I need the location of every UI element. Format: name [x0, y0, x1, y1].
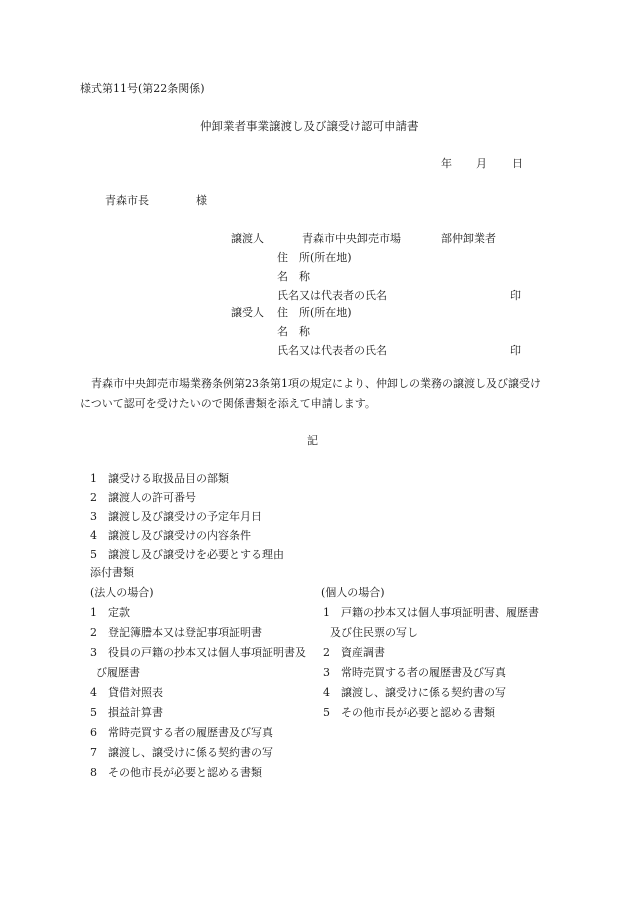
- corporate-line: 5 損益計算書: [90, 706, 163, 719]
- transferor-seal: 印: [510, 289, 521, 302]
- form-number: 様式第11号(第22条関係): [80, 82, 205, 95]
- transferee-rep-label: 氏名又は代表者の氏名: [277, 344, 387, 357]
- item-4: 4 譲渡し及び譲受けの内容条件: [90, 529, 251, 542]
- attachments-title: 添付書類: [90, 566, 134, 579]
- addressee-name: 青森市長: [105, 194, 149, 207]
- document-title: 仲卸業者事業譲渡し及び譲受け認可申請書: [200, 119, 419, 133]
- item-5: 5 譲渡し及び譲受けを必要とする理由: [90, 548, 284, 561]
- item-3: 3 譲渡し及び譲受けの予定年月日: [90, 510, 262, 523]
- transferee-label: 譲受人: [231, 306, 264, 319]
- transferee-name-label: 名 称: [277, 325, 310, 338]
- corporate-line: 7 譲渡し、譲受けに係る契約書の写: [90, 746, 273, 759]
- body-paragraph: 青森市中央卸売市場業務条例第23条第1項の規定により、仲卸しの業務の譲渡し及び譲受けについて認可を受けたいので関係書類を添えて申請します。: [80, 377, 541, 410]
- individual-line: 5 その他市長が必要と認める書類: [323, 706, 495, 719]
- corporate-line: 4 貸借対照表: [90, 686, 163, 699]
- transferee-seal: 印: [510, 344, 521, 357]
- individual-line: 2 資産調書: [323, 646, 385, 659]
- transferor-name-label: 名 称: [277, 270, 310, 283]
- individual-line: 3 常時売買する者の履歴書及び写真: [323, 666, 506, 679]
- corporate-line: 1 定款: [90, 606, 130, 619]
- corporate-line: 6 常時売買する者の履歴書及び写真: [90, 726, 273, 739]
- individual-heading: (個人の場合): [321, 586, 385, 599]
- individual-line: 1 戸籍の抄本又は個人事項証明書、履歴書: [323, 606, 539, 619]
- transferee-address-label: 住 所(所在地): [277, 306, 352, 319]
- item-2: 2 譲渡人の許可番号: [90, 491, 196, 504]
- individual-line: 4 譲渡し、譲受けに係る契約書の写: [323, 686, 506, 699]
- individual-line: 及び住民票の写し: [330, 626, 418, 639]
- corporate-line: 8 その他市長が必要と認める書類: [90, 766, 262, 779]
- date-month: 月: [476, 157, 487, 170]
- date-day: 日: [512, 157, 523, 170]
- transferor-address-label: 住 所(所在地): [277, 251, 352, 264]
- corporate-line: 2 登記簿謄本又は登記事項証明書: [90, 626, 262, 639]
- item-1: 1 譲受ける取扱品目の部類: [90, 472, 229, 485]
- ki-heading: 記: [307, 434, 318, 447]
- date-year: 年: [441, 157, 452, 170]
- transferor-type: 部仲卸業者: [441, 232, 496, 245]
- corporate-line: び履歴書: [96, 666, 140, 679]
- transferor-label: 譲渡人: [231, 232, 264, 245]
- addressee-honorific: 様: [196, 194, 207, 207]
- corporate-heading: (法人の場合): [90, 586, 154, 599]
- corporate-line: 3 役員の戸籍の抄本又は個人事項証明書及: [90, 646, 306, 659]
- transferor-rep-label: 氏名又は代表者の氏名: [277, 289, 387, 302]
- transferor-market: 青森市中央卸売市場: [302, 232, 401, 245]
